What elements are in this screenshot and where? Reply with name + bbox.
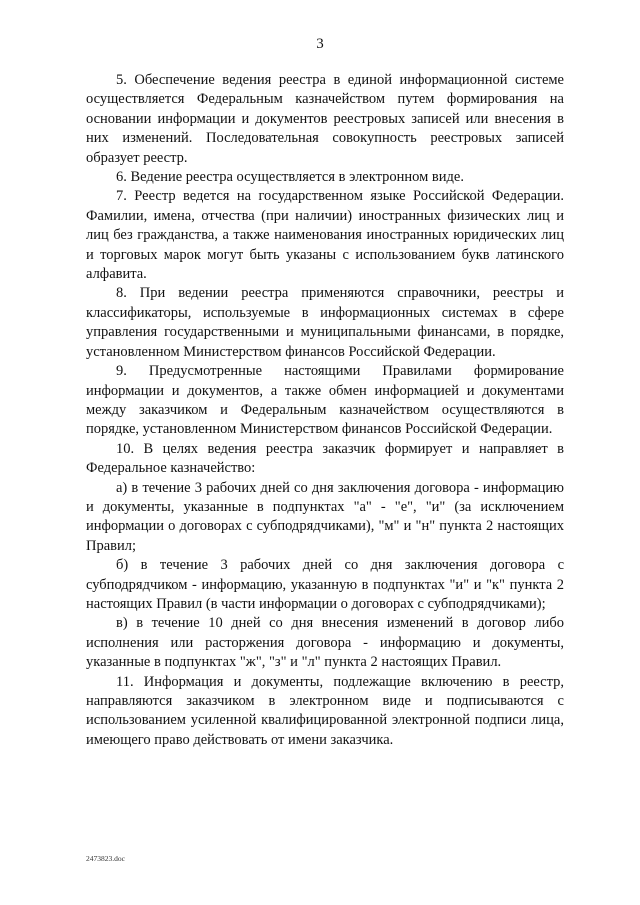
document-filename: 2473823.doc: [86, 854, 125, 863]
paragraph-9: 9. Предусмотренные настоящими Правилами формирование информации и документов, а также обмен информацией и документами между заказчиком и Федеральным казначейством осуществляются в порядке, установленном Министерством финансов Российской Федерации.: [86, 363, 564, 438]
subparagraph-v: в) в течение 10 дней со дня внесения изменений в договор либо исполнения или расторжения договора - информацию и документы, указанные в подпунктах "ж", "з" и "л" пункта 2 настоящих Правил.: [86, 615, 564, 671]
page-number: 3: [316, 36, 324, 52]
paragraph-7: 7. Реестр ведется на государственном языке Российской Федерации. Фамилии, имена, отчества (при наличии) иностранных физических лиц и лиц без гражданства, а также наименования иностранных юридических лиц и торговых марок могут быть указаны с использованием букв латинского алфавита.: [86, 188, 564, 283]
paragraph-8: 8. При ведении реестра применяются справочники, реестры и классификаторы, используемые в информационных системах в сфере управления государственными и муниципальными финансами, в порядке, установленном Министерством финансов Российской Федерации.: [86, 285, 564, 360]
paragraph-5: 5. Обеспечение ведения реестра в единой информационной системе осуществляется Федеральным казначейством путем формирования на основании информации и документов реестровых записей или внесения в них изменений. Последовательная совокупность реестровых записей образует реестр.: [86, 72, 564, 166]
subparagraph-b: б) в течение 3 рабочих дней со дня заключения договора с субподрядчиком - информацию, указанную в подпунктах "и" и "к" пункта 2 настоящих Правил (в части информации о договорах с субподрядчиками);: [86, 557, 564, 612]
subparagraph-a: а) в течение 3 рабочих дней со дня заключения договора - информацию и документы, указанные в подпунктах "а" - "е", "и" (за исключением информации о договорах с субподрядчиками), "м" и "н" пункта 2 настоящих Правил;: [86, 479, 564, 554]
paragraph-10: 10. В целях ведения реестра заказчик формирует и направляет в Федеральное казначейство:: [86, 440, 564, 477]
document-body: [86, 71, 564, 750]
paragraph-11: 11. Информация и документы, подлежащие включению в реестр, направляются заказчиком в электронном виде и подписываются с использованием усиленной квалифицированной электронной подписи лица, имеющего право действовать от имени заказчика.: [86, 673, 564, 748]
paragraph-6: 6. Ведение реестра осуществляется в электронном виде.: [116, 169, 464, 186]
